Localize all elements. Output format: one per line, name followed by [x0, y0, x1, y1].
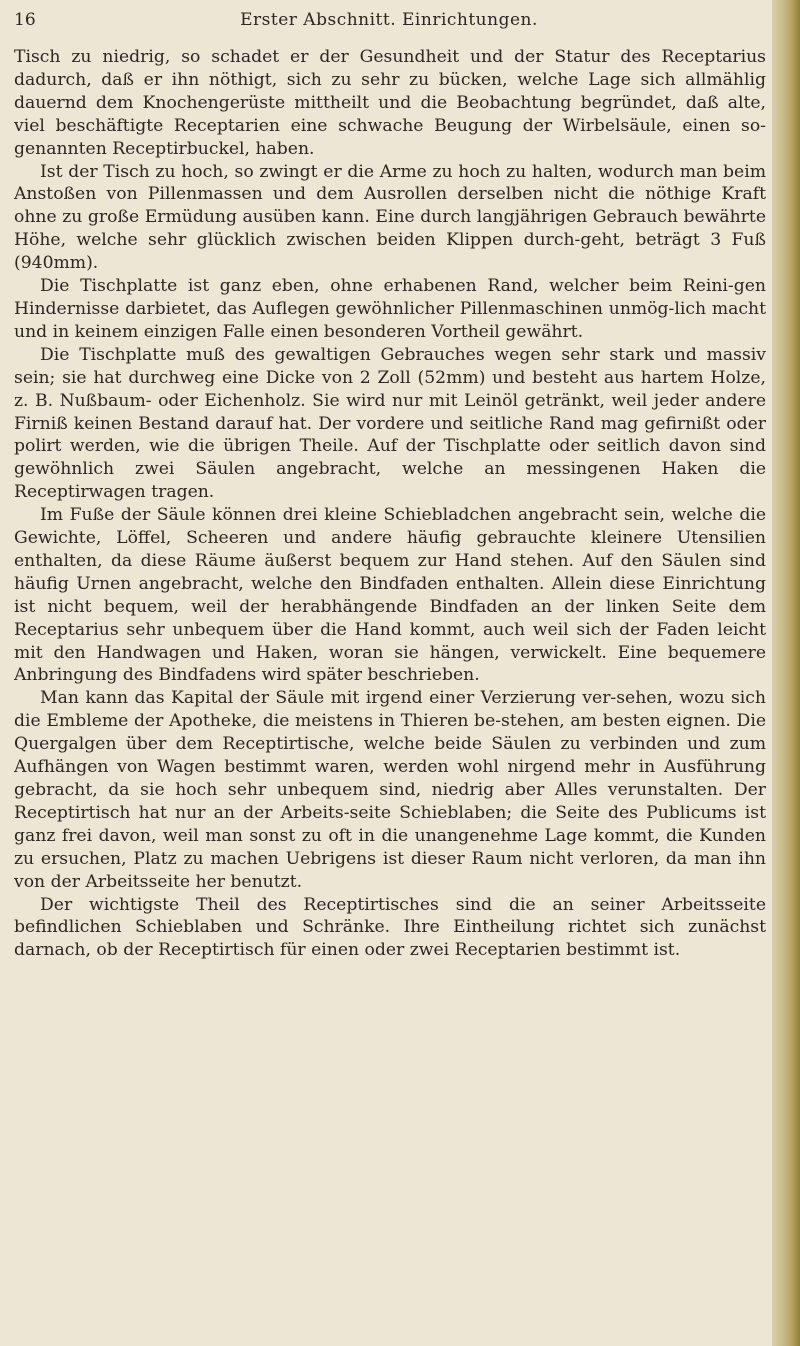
paragraph: Im Fuße der Säule können drei kleine Schiebladchen angebracht sein, welche die Gewichte, Löffel, Scheeren und andere häufig gebrauchte kleinere Utensilien enthalten, da diese Räume äußerst bequem zur Hand stehen. Auf den Säulen sind häufig Urnen angebracht, welche den Bindfaden enthalten. Allein diese Einrichtung ist nicht bequem, weil der herabhängende Bindfaden an der linken Seite dem Receptarius sehr unbequem über die Hand kommt, auch weil sich der Faden leicht mit den Handwagen und Haken, woran sie hängen, verwickelt. Eine bequemere Anbringung des Bindfadens wird später beschrieben.: [14, 505, 766, 686]
page-number: 16: [14, 10, 36, 30]
running-title: Erster Abschnitt. Einrichtungen.: [240, 10, 538, 30]
paragraph: Man kann das Kapital der Säule mit irgend einer Verzierung ver-sehen, wozu sich die Embleme der Apotheke, die meistens in Thieren be-stehen, am besten eignen. Die Quergalgen über dem Receptirtische, welche beide Säulen zu verbinden und zum Aufhängen von Wagen bestimmt waren, werden wohl nirgend mehr in Ausführung gebracht, da sie hoch sehr unbequem sind, niedrig aber Alles verunstalten. Der Receptirtisch hat nur an der Arbeits-seite Schieblaben; die Seite des Publicums ist ganz frei davon, weil man sonst zu oft in die unangenehme Lage kommt, die Kunden zu ersuchen, Platz zu machen Uebrigens ist dieser Raum nicht verloren, da man ihn von der Arbeitsseite her benutzt.: [14, 688, 766, 892]
page-edge: [772, 0, 800, 1346]
paragraph: Tisch zu niedrig, so schadet er der Gesundheit und der Statur des Receptarius dadurch, daß er ihn nöthigt, sich zu sehr zu bücken, welche Lage sich allmählig dauernd dem Knochengerüste mittheilt und die Beobachtung begründet, daß alte, viel beschäftigte Receptarien eine schwache Beugung der Wirbelsäule, einen so-genannten Receptirbuckel, haben.: [14, 47, 766, 159]
paragraph: Die Tischplatte ist ganz eben, ohne erhabenen Rand, welcher beim Reini-gen Hindernisse darbietet, das Auflegen gewöhnlicher Pillenmaschinen unmög-lich macht und in keinem einzigen Falle einen besonderen Vortheil gewährt.: [14, 276, 766, 342]
paragraph: Die Tischplatte muß des gewaltigen Gebrauches wegen sehr stark und massiv sein; sie hat durchweg eine Dicke von 2 Zoll (52mm) und besteht aus hartem Holze, z. B. Nußbaum- oder Eichenholz. Sie wird nur mit Leinöl getränkt, weil jeder andere Firniß keinen Bestand darauf hat. Der vordere und seitliche Rand mag gefirnißt oder polirt werden, wie die übrigen Theile. Auf der Tischplatte oder seitlich davon sind gewöhnlich zwei Säulen angebracht, welche an messingenen Haken die Receptirwagen tragen.: [14, 344, 766, 503]
paragraph: Ist der Tisch zu hoch, so zwingt er die Arme zu hoch zu halten, wodurch man beim Anstoßen von Pillenmassen und dem Ausrollen derselben nicht die nöthige Kraft ohne zu große Ermüdung ausüben kann. Eine durch langjährigen Gebrauch bewährte Höhe, welche sehr glücklich zwischen beiden Klippen durch-geht, beträgt 3 Fuß (940mm).: [14, 161, 766, 274]
paragraph: Der wichtigste Theil des Receptirtisches sind die an seiner Arbeitsseite befindlichen Schieblaben und Schränke. Ihre Eintheilung richtet sich zunächst darnach, ob der Receptirtisch für einen oder zwei Receptarien bestimmt ist.: [14, 894, 766, 961]
page-header: [14, 10, 764, 36]
body-text: [14, 46, 766, 962]
